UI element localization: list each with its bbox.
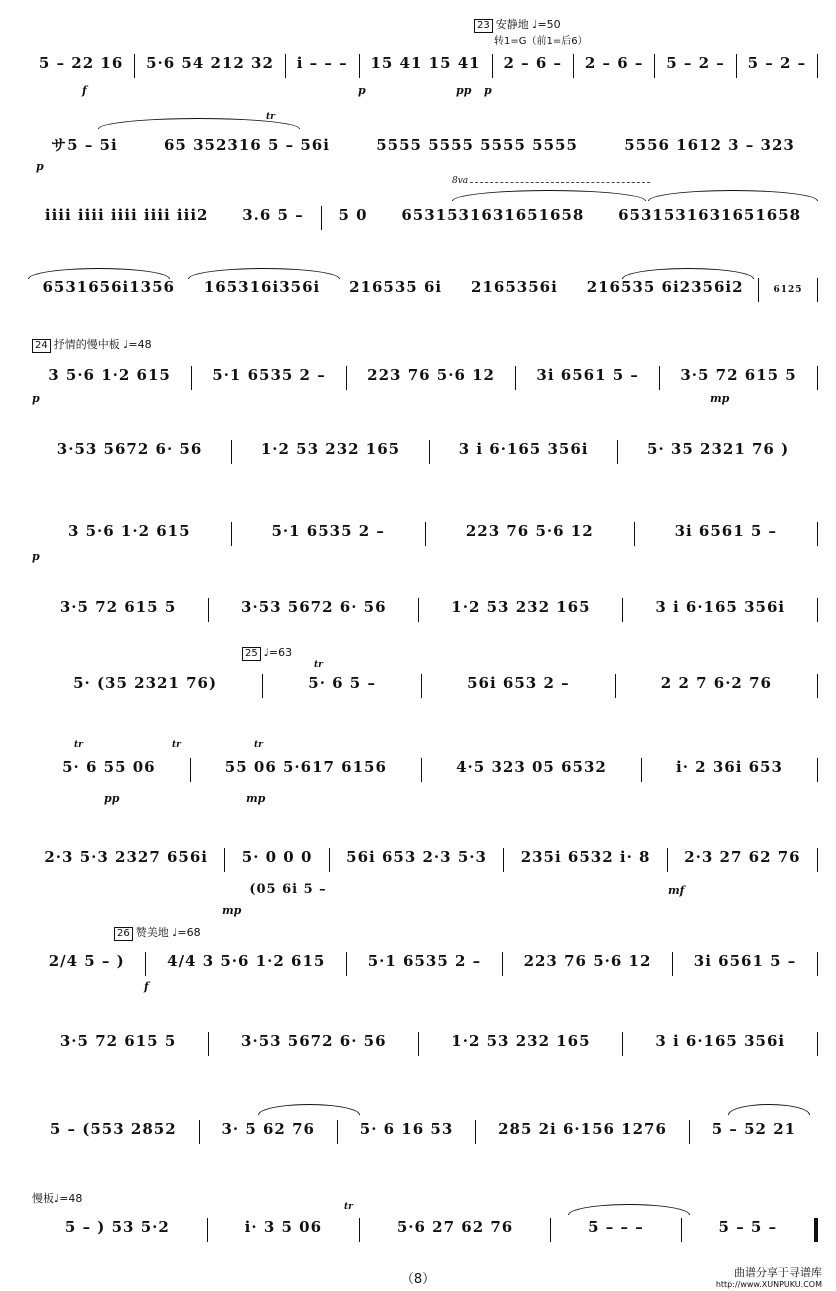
notation-line bbox=[28, 758, 818, 782]
trill-mark: tr bbox=[314, 660, 323, 670]
measure-group: 6531656i1356 bbox=[42, 278, 175, 296]
measure-group: 1·2 53 232 165 bbox=[451, 1032, 591, 1050]
dynamic-pp: pp bbox=[104, 792, 120, 805]
score-row-11 bbox=[28, 828, 818, 928]
barline bbox=[817, 1032, 818, 1056]
measure-group: 3· 5 62 76 bbox=[221, 1120, 315, 1138]
measure-group: 4/4 3 5·6 1·2 615 bbox=[167, 952, 326, 970]
measure-group: 3i 6561 5 – bbox=[536, 366, 639, 384]
measure-group: 2165356i bbox=[471, 278, 558, 296]
measure-group: 1·2 53 232 165 bbox=[260, 440, 401, 458]
section-23-marking bbox=[474, 16, 561, 33]
section-25-marking bbox=[242, 646, 292, 661]
notation-line bbox=[28, 366, 818, 390]
section-number: 25 bbox=[242, 647, 261, 661]
trill-mark: tr bbox=[344, 1202, 353, 1212]
measure-group: 235i 6532 i· 8 bbox=[520, 848, 651, 866]
measure-group: 5· 0 0 0 bbox=[241, 848, 313, 866]
slur bbox=[648, 190, 818, 201]
measure-group: 5· (35 2321 76) bbox=[73, 674, 218, 692]
dynamic-f: f bbox=[144, 980, 149, 993]
watermark bbox=[716, 1264, 822, 1289]
barline bbox=[817, 54, 818, 78]
measure-group: 1·2 53 232 165 bbox=[451, 598, 591, 616]
sub-notation-line bbox=[218, 882, 358, 897]
section-tempo: ♩=48 bbox=[123, 338, 152, 351]
measure-group: 4·5 323 05 6532 bbox=[456, 758, 607, 776]
key-change: 转1=G（前1=后6） bbox=[494, 36, 588, 47]
notation-line bbox=[28, 598, 818, 622]
measure-group: 3i 6561 5 – bbox=[693, 952, 797, 970]
score-row-6 bbox=[28, 420, 818, 490]
section-title: 抒情的慢中板 bbox=[53, 338, 120, 351]
measure-group: 56i 653 2 – bbox=[467, 674, 570, 692]
measure-group: 56i 653 2·3 5·3 bbox=[346, 848, 487, 866]
slur bbox=[568, 1204, 690, 1215]
measure-group: 5 – 2 – bbox=[666, 54, 725, 72]
score-row-3 bbox=[28, 176, 818, 256]
dynamic-p: p bbox=[32, 550, 40, 563]
dynamic-pp: pp bbox=[456, 84, 472, 97]
score-row-10 bbox=[28, 738, 818, 818]
final-barline bbox=[814, 1218, 818, 1242]
measure-group: 6531531631651658 bbox=[401, 206, 585, 224]
measure-group: サ5 – 5i bbox=[51, 136, 118, 154]
notation-line bbox=[28, 54, 818, 78]
measure-group: (05 6i 5 – bbox=[249, 882, 327, 897]
measure-group: 3·53 5672 6· 56 bbox=[241, 598, 387, 616]
notation-line bbox=[28, 952, 818, 976]
measure-group: 2/4 5 – ) bbox=[48, 952, 125, 970]
measure-group: 5 – 22 16 bbox=[38, 54, 124, 72]
measure-group: 5 – 5 – bbox=[718, 1218, 778, 1236]
measure-group: 6531531631651658 bbox=[618, 206, 802, 224]
measure-group: 3 i 6·165 356i bbox=[655, 598, 786, 616]
measure-group: 3·5 72 615 5 bbox=[59, 598, 177, 616]
measure-group: 3 5·6 1·2 615 bbox=[67, 522, 191, 540]
score-row-1 bbox=[28, 18, 818, 102]
measure-group: 15 41 15 41 bbox=[370, 54, 481, 72]
barline bbox=[817, 952, 818, 976]
measure-group: 5 – 2 – bbox=[747, 54, 807, 72]
slur bbox=[452, 190, 646, 201]
section-number: 23 bbox=[474, 19, 493, 33]
dynamic-p: p bbox=[358, 84, 366, 97]
watermark-url: http://www.XUNPUKU.COM bbox=[715, 1280, 822, 1289]
score-row-12 bbox=[28, 920, 818, 1000]
section-24-marking bbox=[32, 336, 152, 353]
measure-group: 5555 5555 5555 5555 bbox=[376, 136, 578, 154]
barline bbox=[817, 758, 818, 782]
section-tempo: ♩=50 bbox=[532, 18, 561, 31]
measure-group: 55 06 5·617 6156 bbox=[224, 758, 387, 776]
score-row-4 bbox=[28, 256, 818, 324]
score-row-5 bbox=[28, 332, 818, 412]
measure-group: 5· 6 55 06 bbox=[62, 758, 156, 776]
notation-line bbox=[28, 1120, 818, 1144]
measure-group: 5 – 52 21 bbox=[711, 1120, 797, 1138]
trill-mark: tr bbox=[172, 740, 181, 750]
score-row-8 bbox=[28, 578, 818, 648]
score-row-2 bbox=[28, 112, 818, 184]
watermark-title: 曲谱分享于寻谱库 bbox=[734, 1266, 822, 1279]
measure-group: 5 – – – bbox=[588, 1218, 644, 1236]
notation-line bbox=[28, 522, 818, 546]
section-tempo: ♩=48 bbox=[54, 1192, 83, 1205]
section-tempo: ♩=63 bbox=[263, 646, 293, 659]
measure-group: 5 – (553 2852 bbox=[49, 1120, 177, 1138]
measure-group: 2 2 7 6·2 76 bbox=[660, 674, 772, 692]
score-row-7 bbox=[28, 500, 818, 572]
dynamic-mp: mp bbox=[710, 392, 730, 405]
measure-group: 285 2i 6·156 1276 bbox=[498, 1120, 667, 1138]
measure-group: 6125 bbox=[773, 285, 803, 295]
measure-group: 3 i 6·165 356i bbox=[458, 440, 589, 458]
measure-group: 5·1 6535 2 – bbox=[212, 366, 326, 384]
octave-mark: 8va bbox=[452, 176, 469, 186]
section-title: 赞美地 bbox=[135, 926, 169, 939]
measure-group: 2 – 6 – bbox=[503, 54, 562, 72]
measure-group: 3.6 5 – bbox=[242, 206, 304, 224]
notation-line bbox=[28, 440, 818, 464]
section-title: 安静地 bbox=[495, 18, 529, 31]
measure-group: 5·1 6535 2 – bbox=[367, 952, 482, 970]
measure-group: 223 76 5·6 12 bbox=[523, 952, 652, 970]
barline bbox=[817, 366, 818, 390]
dynamic-p: p bbox=[484, 84, 492, 97]
measure-group: iiii iiii iiii iiii iii2 bbox=[44, 206, 209, 224]
measure-group: 5 – ) 53 5·2 bbox=[64, 1218, 170, 1236]
measure-group: 5·6 27 62 76 bbox=[396, 1218, 514, 1236]
trill-mark: tr bbox=[254, 740, 263, 750]
barline bbox=[817, 522, 818, 546]
measure-group: 3 i 6·165 356i bbox=[655, 1032, 786, 1050]
dynamic-mp: mp bbox=[222, 904, 242, 917]
measure-group: 5·1 6535 2 – bbox=[271, 522, 385, 540]
dynamic-mp: mp bbox=[246, 792, 266, 805]
notation-line bbox=[28, 206, 818, 230]
measure-group: 2 – 6 – bbox=[584, 54, 644, 72]
dynamic-f: f bbox=[82, 84, 87, 97]
measure-group: i· 3 5 06 bbox=[244, 1218, 323, 1236]
slow-section-marking bbox=[32, 1190, 82, 1206]
notation-line bbox=[28, 134, 818, 155]
barline bbox=[817, 278, 818, 302]
barline bbox=[817, 674, 818, 698]
notation-line bbox=[28, 1032, 818, 1056]
measure-group: 223 76 5·6 12 bbox=[367, 366, 495, 384]
measure-group: 223 76 5·6 12 bbox=[465, 522, 594, 540]
section-26-marking bbox=[114, 924, 201, 941]
slur bbox=[258, 1104, 360, 1115]
measure-group: 5· 6 5 – bbox=[308, 674, 376, 692]
barline bbox=[817, 598, 818, 622]
section-number: 24 bbox=[32, 339, 51, 353]
measure-group: 2·3 27 62 76 bbox=[684, 848, 801, 866]
measure-group: 5· 6 16 53 bbox=[359, 1120, 454, 1138]
measure-group: 5· 35 2321 76 ) bbox=[647, 440, 790, 458]
score-row-15 bbox=[28, 1188, 818, 1260]
trill-mark: tr bbox=[74, 740, 83, 750]
measure-group: 5·6 54 212 32 bbox=[146, 54, 274, 72]
measure-group: i· 2 36i 653 bbox=[676, 758, 783, 776]
measure-group: 216535 6i bbox=[349, 278, 443, 296]
measure-group: 3·53 5672 6· 56 bbox=[56, 440, 203, 458]
notation-line bbox=[28, 674, 818, 698]
section-tempo: ♩=68 bbox=[172, 926, 201, 939]
measure-group: 5 0 bbox=[338, 206, 368, 224]
page-number: （8） bbox=[400, 1272, 436, 1287]
slur bbox=[728, 1104, 810, 1115]
score-row-13 bbox=[28, 1010, 818, 1082]
notation-line bbox=[28, 848, 818, 872]
score-row-14 bbox=[28, 1098, 818, 1170]
measure-group: 3i 6561 5 – bbox=[674, 522, 778, 540]
barline bbox=[817, 848, 818, 872]
score-row-9 bbox=[28, 642, 818, 722]
measure-group: i – – – bbox=[296, 54, 348, 72]
dynamic-p: p bbox=[36, 160, 44, 173]
measure-group: 3·5 72 615 5 bbox=[680, 366, 797, 384]
dynamic-p: p bbox=[32, 392, 40, 405]
notation-line bbox=[28, 1218, 818, 1242]
trill-mark: tr bbox=[266, 112, 275, 122]
measure-group: 3 5·6 1·2 615 bbox=[48, 366, 171, 384]
measure-group: 65 352316 5 – 56i bbox=[164, 136, 330, 154]
measure-group: 216535 6i2356i2 bbox=[586, 278, 744, 296]
measure-group: 5556 1612 3 – 323 bbox=[624, 136, 795, 154]
measure-group: 3·5 72 615 5 bbox=[59, 1032, 177, 1050]
measure-group: 3·53 5672 6· 56 bbox=[241, 1032, 387, 1050]
section-title: 慢板 bbox=[32, 1192, 54, 1205]
section-number: 26 bbox=[114, 927, 133, 941]
notation-line bbox=[28, 278, 818, 302]
dynamic-mf: mf bbox=[668, 884, 685, 897]
measure-group: 165316i356i bbox=[203, 278, 321, 296]
octave-dashed-line bbox=[470, 182, 650, 183]
measure-group: 2·3 5·3 2327 656i bbox=[44, 848, 208, 866]
